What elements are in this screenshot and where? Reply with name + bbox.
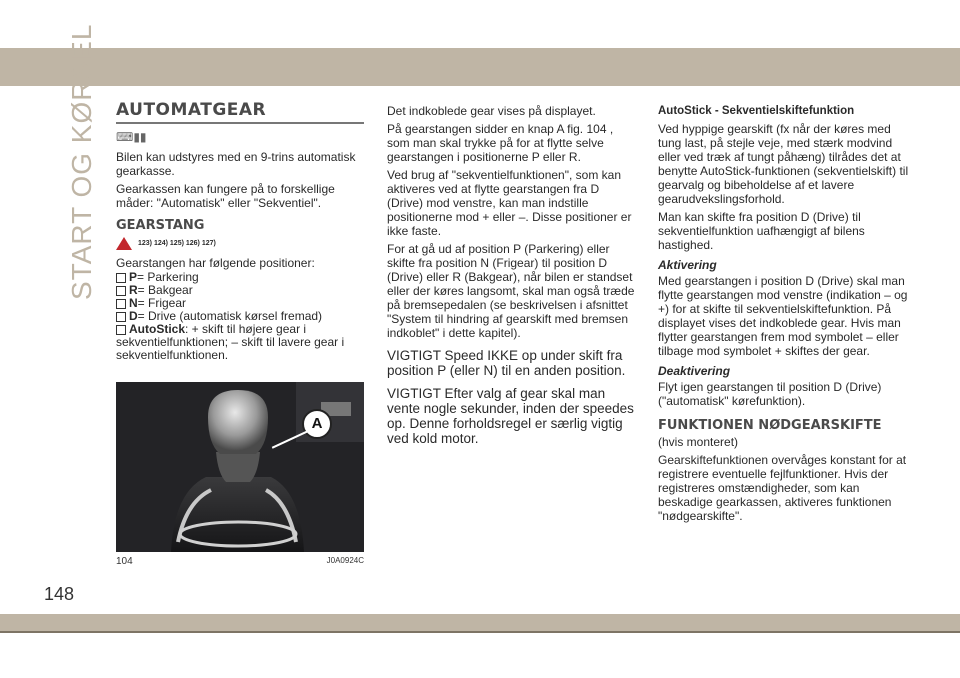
paragraph: Med gearstangen i position D (Drive) skal man flytte gearstangen mod venstre (indikation – og +) for at skifte til sekventielskiftefunktion. På displayet vises det indkoblede gear. Hvis man flytter gearstangen frem mod symbolet – eller tilbage mod symbolet + skiftes der gear. <box>658 274 908 358</box>
paragraph: Gearskiftefunktionen overvåges konstant for at registrere eventuelle fejlfunktioner. Hvis der registreres omstændigheder, som kan beskadige gearkassen, aktiveres funktionen "nødgearskifte". <box>658 453 907 523</box>
paragraph: Man kan skifte fra position D (Drive) til sekventielfunktion uafhængigt af bilens hastighed. <box>658 210 865 252</box>
checkbox-icon <box>116 299 126 309</box>
header-band <box>0 48 960 86</box>
callout-label-a: A <box>302 409 332 439</box>
subsection-title-gearstang: GEARSTANG <box>116 218 205 233</box>
figure-code: J0A0924C <box>326 556 364 565</box>
list-item: N= Frigear <box>116 297 364 310</box>
paragraph: (hvis monteret) <box>658 435 739 449</box>
column-3 <box>658 104 910 527</box>
list-item: D= Drive (automatisk kørsel fremad) <box>116 310 364 323</box>
checkbox-icon <box>116 325 126 335</box>
figure-number: 104 <box>116 556 133 567</box>
section-heading <box>116 100 364 124</box>
paragraph: Flyt igen gearstangen til position D (Drive) ("automatisk" kørefunktion). <box>658 380 882 408</box>
subheading-autostick: AutoStick - Sekventielskiftefunktion <box>658 105 855 117</box>
gear-lever-photo <box>116 382 364 552</box>
gear-lever-illustration <box>116 382 364 552</box>
warning-references <box>116 237 364 250</box>
chapter-title: START OG KØRSEL <box>66 23 97 300</box>
warning-triangle-icon <box>116 237 132 250</box>
important-note-1: VIGTIGT Speed IKKE op under skift fra position P (eller N) til en anden position. <box>387 348 626 378</box>
footer-rule <box>0 631 960 633</box>
subsection-title-nodgearskifte: FUNKTIONEN NØDGEARSKIFTE <box>658 418 882 433</box>
list-item: R= Bakgear <box>116 284 364 297</box>
list-item: P= Parkering <box>116 271 364 284</box>
paragraph: For at gå ud af position P (Parkering) eller skifte fra position N (Frigear) til position D (Drive) eller R (Bakgear), når bilen er standset eller der køres langsomt, skal man også træde på bremsepedalen (se beskrivelsen i afsnittet "System til hindring af gearskift med bremsen indkoblet" i dette kapitel). <box>387 242 635 340</box>
intro-paragraph-1: Bilen kan udstyres med en 9-trins automatisk gearkasse. <box>116 150 356 178</box>
checkbox-icon <box>116 273 126 283</box>
footer-band <box>0 614 960 631</box>
column-1 <box>116 100 364 362</box>
list-item-autostick: AutoStick: + skift til højere gear i sekventielfunktionen; – skift til lavere gear i sekventielfunktionen. <box>116 322 345 362</box>
subheading-aktivering: Aktivering <box>658 258 717 272</box>
positions-intro: Gearstangen har følgende positioner: <box>116 256 315 270</box>
subheading-deaktivering: Deaktivering <box>658 364 731 378</box>
paragraph: Ved hyppige gearskift (fx når der køres med tung last, på stejle veje, med stærk modvind eller ved træk af tungt påhæng) tilrådes det at benytte AutoStick-funktionen (sekventielskift) til gearvalg og bibeholdelse af et lavere gearudvekslingsforhold. <box>658 122 909 206</box>
intro-paragraph-2: Gearkassen kan fungere på to forskellige måder: "Automatisk" eller "Sekventiel". <box>116 182 335 210</box>
checkbox-icon <box>116 312 126 322</box>
top-margin <box>0 0 960 48</box>
paragraph: Det indkoblede gear vises på displayet. <box>387 104 596 118</box>
reference-numbers: 123) 124) 125) 126) 127) <box>138 240 216 247</box>
important-note-2: VIGTIGT Efter valg af gear skal man vente nogle sekunder, inden der speedes op. Denne forholdsregel er særlig vigtig ved kold motor. <box>387 386 634 446</box>
page-number: 148 <box>44 584 75 604</box>
paragraph: Ved brug af "sekventielfunktionen", som kan aktiveres ved at flytte gearstangen fra D (Drive) mod venstre, kan man indstille positionerne mod + eller –. Disse positioner er ikke faste. <box>387 168 632 238</box>
version-icons: ⌨︎▮▮ <box>116 130 147 144</box>
checkbox-icon <box>116 286 126 296</box>
figure-caption <box>116 556 364 567</box>
column-2 <box>387 104 637 454</box>
paragraph: På gearstangen sidder en knap A fig. 104 , som man skal trykke på for at flytte selve gearstangen i positionerne P eller R. <box>387 122 614 164</box>
section-title: AUTOMATGEAR <box>116 100 267 120</box>
